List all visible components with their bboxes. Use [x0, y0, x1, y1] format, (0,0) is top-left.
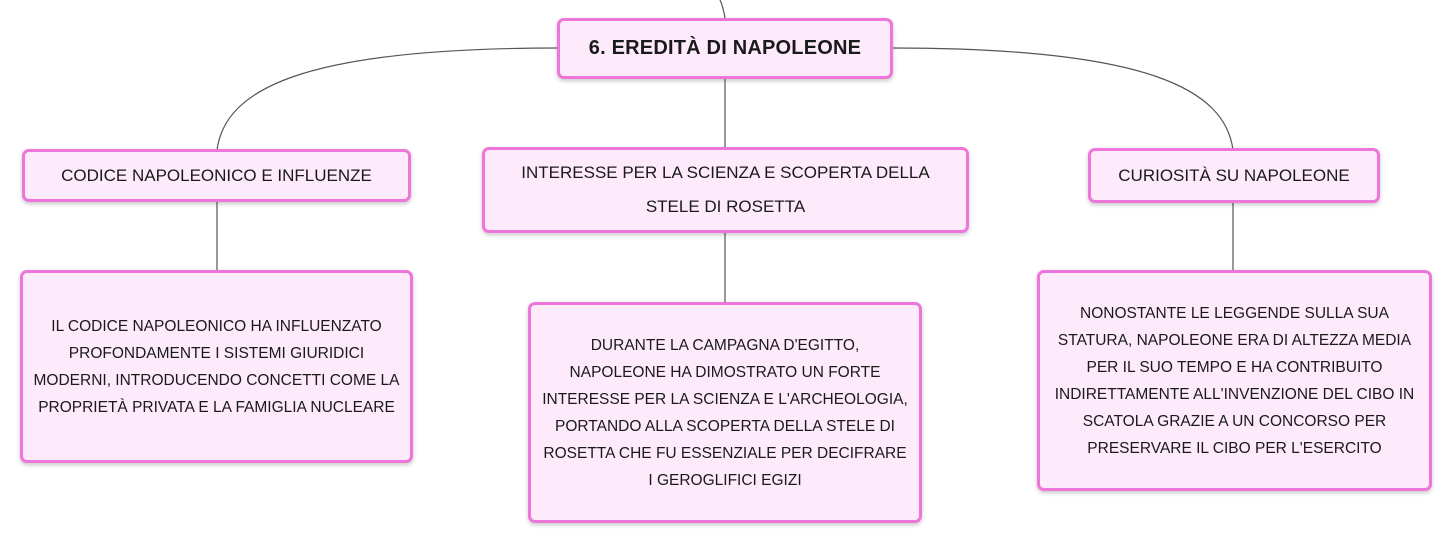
branch-title: CURIOSITÀ SU NAPOLEONE — [1118, 165, 1350, 185]
detail-node-codice-napoleonico[interactable] — [20, 270, 413, 463]
branch-title: INTERESSE PER LA SCIENZA E SCOPERTA DELLA STELE DI ROSETTA — [521, 163, 930, 216]
detail-text: DURANTE LA CAMPAGNA D'EGITTO, NAPOLEONE HA DIMOSTRATO UN FORTE INTERESSE PER LA SCIENZA E L'ARCHEOLOGIA, PORTANDO ALLA SCOPERTA DELLA STELE DI ROSETTA CHE FU ESSENZIALE PER DECIFRARE I GEROGLIFICI EGIZI — [542, 336, 908, 489]
branch-title: CODICE NAPOLEONICO E INFLUENZE — [61, 165, 372, 185]
detail-node-scienza-stele-rosetta[interactable] — [528, 302, 922, 523]
detail-node-curiosita[interactable] — [1037, 270, 1432, 491]
connector-parent-to-root — [720, 0, 725, 18]
detail-text: IL CODICE NAPOLEONICO HA INFLUENZATO PROFONDAMENTE I SISTEMI GIURIDICI MODERNI, INTRODUCENDO CONCETTI COME LA PROPRIETÀ PRIVATA E LA FAMIGLIA NUCLEARE — [33, 317, 400, 416]
root-node[interactable] — [557, 18, 893, 79]
branch-node-curiosita[interactable] — [1088, 148, 1380, 203]
connector-root-to-branch-1 — [217, 48, 558, 150]
connector-root-to-branch-3 — [892, 48, 1233, 150]
branch-node-codice-napoleonico[interactable] — [22, 149, 411, 202]
branch-node-scienza-stele-rosetta[interactable] — [482, 147, 969, 233]
detail-text: NONOSTANTE LE LEGGENDE SULLA SUA STATURA, NAPOLEONE ERA DI ALTEZZA MEDIA PER IL SUO TEMPO E HA CONTRIBUITO INDIRETTAMENTE ALL'INVENZIONE DEL CIBO IN SCATOLA GRAZIE A UN CONCORSO PER PRESERVARE IL CIBO PER L'ESERCITO — [1054, 304, 1415, 457]
root-label: 6. EREDITÀ DI NAPOLEONE — [588, 37, 862, 59]
